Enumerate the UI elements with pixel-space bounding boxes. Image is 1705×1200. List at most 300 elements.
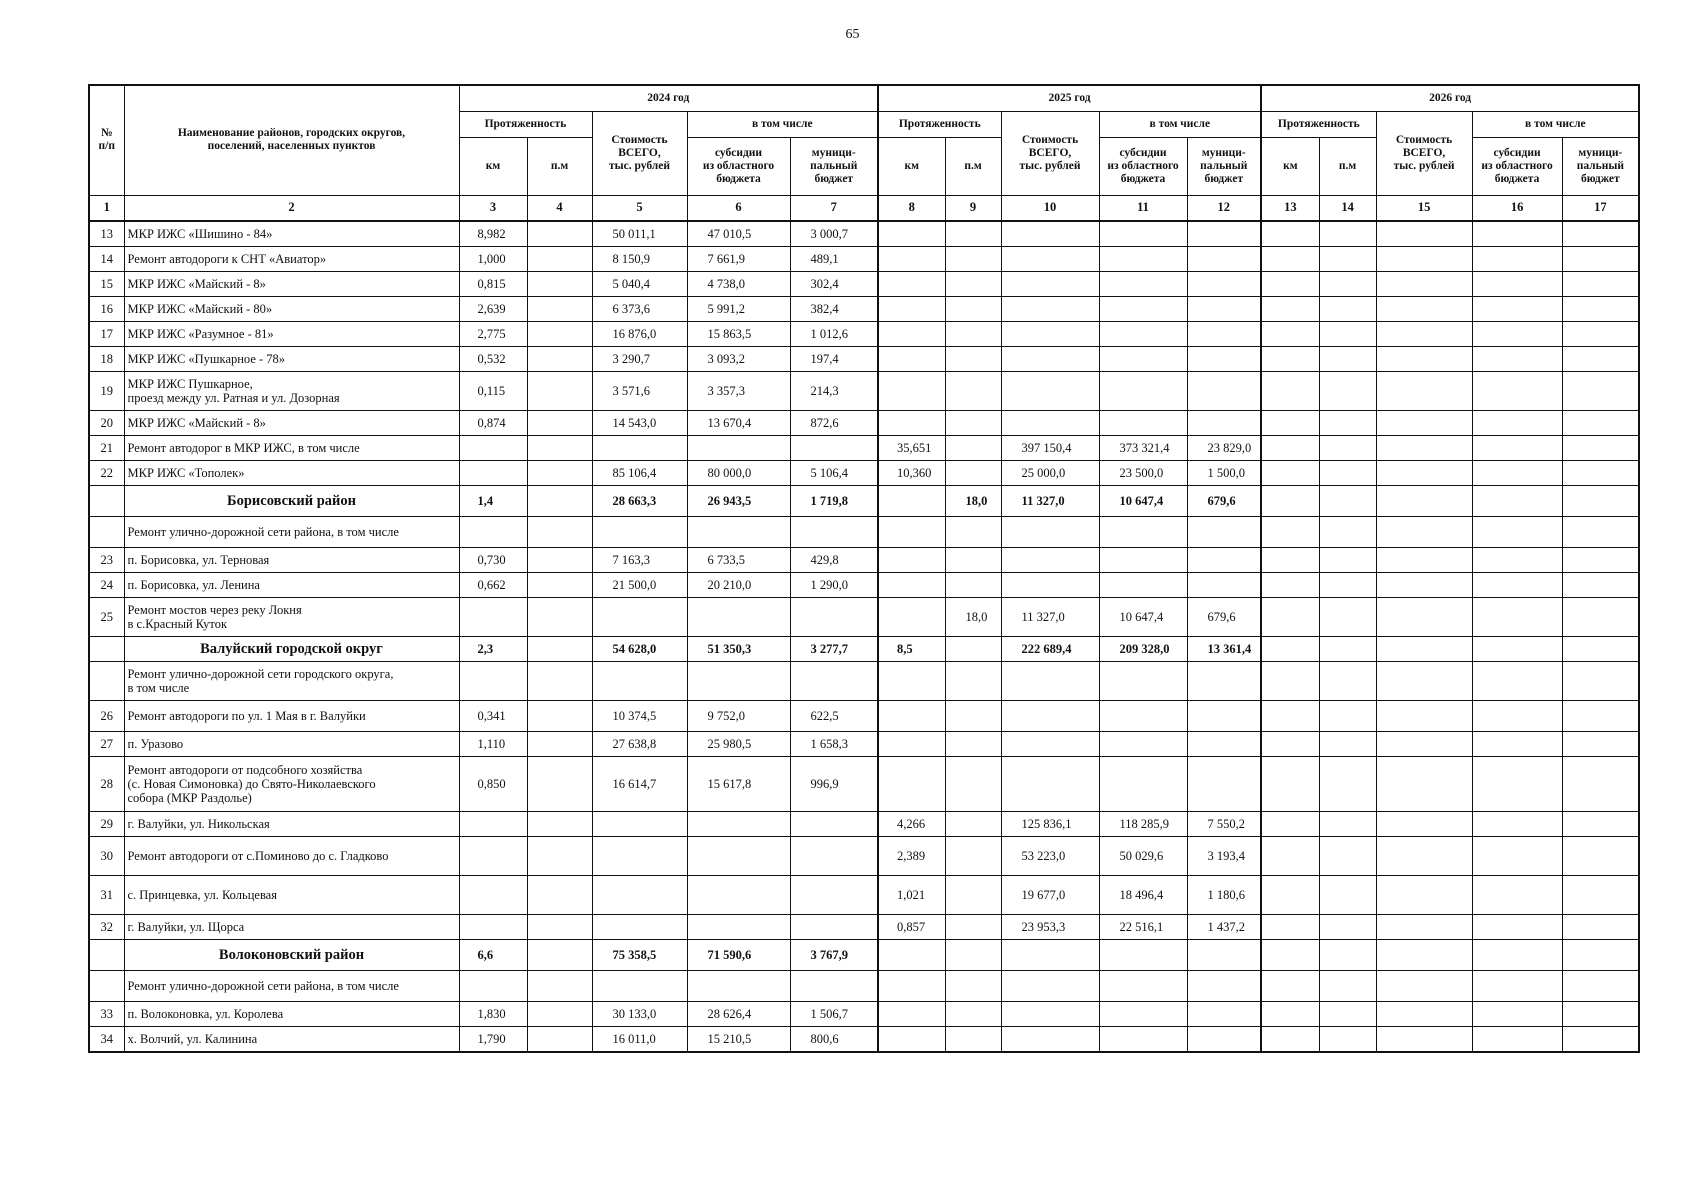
table-row (89, 700, 1639, 731)
cell-col-3: 1,000 (459, 246, 527, 271)
cell-col-3: 2,775 (459, 321, 527, 346)
cell-col-4 (527, 371, 592, 410)
cell-col-7 (790, 875, 878, 914)
cell-col-13 (1261, 1001, 1319, 1026)
column-number: 7 (790, 195, 878, 221)
cell-col-17 (1562, 939, 1639, 970)
row-name: МКР ИЖС «Майский - 80» (124, 296, 459, 321)
column-number: 16 (1472, 195, 1562, 221)
cell-col-6: 4 738,0 (687, 271, 790, 296)
cell-col-12 (1187, 939, 1261, 970)
header-year-2024: 2024 год (459, 85, 878, 111)
table-row (89, 875, 1639, 914)
cell-col-15 (1376, 875, 1472, 914)
cell-col-17 (1562, 636, 1639, 661)
cell-col-10: 25 000,0 (1001, 460, 1099, 485)
cell-col-16 (1472, 1026, 1562, 1052)
cell-col-6: 15 210,5 (687, 1026, 790, 1052)
cell-col-3: 1,790 (459, 1026, 527, 1052)
cell-col-11: 50 029,6 (1099, 836, 1187, 875)
cell-col-11 (1099, 700, 1187, 731)
cell-col-14 (1319, 572, 1376, 597)
cell-col-10: 53 223,0 (1001, 836, 1099, 875)
cell-col-12 (1187, 756, 1261, 811)
cell-col-15 (1376, 547, 1472, 572)
cell-col-11 (1099, 970, 1187, 1001)
cell-col-12 (1187, 371, 1261, 410)
cell-col-7: 382,4 (790, 296, 878, 321)
cell-col-6 (687, 516, 790, 547)
cell-col-7: 3 277,7 (790, 636, 878, 661)
cell-col-8: 10,360 (878, 460, 945, 485)
cell-col-13 (1261, 246, 1319, 271)
cell-col-14 (1319, 1001, 1376, 1026)
cell-col-4 (527, 246, 592, 271)
cell-col-12: 679,6 (1187, 485, 1261, 516)
table-row (89, 914, 1639, 939)
cell-col-13 (1261, 460, 1319, 485)
cell-col-17 (1562, 836, 1639, 875)
cell-col-13 (1261, 271, 1319, 296)
cell-col-17 (1562, 970, 1639, 1001)
cell-col-15 (1376, 296, 1472, 321)
cell-col-4 (527, 321, 592, 346)
cell-col-3 (459, 914, 527, 939)
cell-col-9 (945, 435, 1001, 460)
cell-col-13 (1261, 661, 1319, 700)
cell-col-15 (1376, 811, 1472, 836)
cell-col-12 (1187, 1026, 1261, 1052)
cell-col-6: 80 000,0 (687, 460, 790, 485)
table-row (89, 731, 1639, 756)
cell-col-8 (878, 939, 945, 970)
cell-col-14 (1319, 485, 1376, 516)
table-row (89, 296, 1639, 321)
cell-col-17 (1562, 485, 1639, 516)
cell-col-9 (945, 572, 1001, 597)
cell-col-5 (592, 597, 687, 636)
cell-col-4 (527, 460, 592, 485)
cell-col-9 (945, 636, 1001, 661)
cell-col-15 (1376, 435, 1472, 460)
cell-col-5 (592, 836, 687, 875)
header-length-2024: Протяженность (459, 111, 592, 137)
row-name: МКР ИЖС «Разумное - 81» (124, 321, 459, 346)
cell-col-11 (1099, 516, 1187, 547)
table-row (89, 970, 1639, 1001)
cell-col-10: 23 953,3 (1001, 914, 1099, 939)
cell-col-15 (1376, 516, 1472, 547)
cell-col-11: 18 496,4 (1099, 875, 1187, 914)
cell-col-13 (1261, 410, 1319, 435)
cell-col-14 (1319, 914, 1376, 939)
road-repair-table (88, 84, 1640, 1053)
cell-col-13 (1261, 221, 1319, 247)
row-number (89, 661, 124, 700)
cell-col-6: 6 733,5 (687, 547, 790, 572)
cell-col-14 (1319, 597, 1376, 636)
cell-col-11 (1099, 1001, 1187, 1026)
cell-col-8 (878, 485, 945, 516)
cell-col-8 (878, 221, 945, 247)
row-name: МКР ИЖС «Шишино - 84» (124, 221, 459, 247)
cell-col-15 (1376, 661, 1472, 700)
cell-col-5: 85 106,4 (592, 460, 687, 485)
cell-col-12 (1187, 296, 1261, 321)
cell-col-11 (1099, 572, 1187, 597)
cell-col-4 (527, 636, 592, 661)
cell-col-12 (1187, 321, 1261, 346)
cell-col-14 (1319, 661, 1376, 700)
cell-col-15 (1376, 246, 1472, 271)
header-subsidy-2024: субсидии из областного бюджета (687, 137, 790, 195)
cell-col-13 (1261, 597, 1319, 636)
cell-col-16 (1472, 516, 1562, 547)
cell-col-13 (1261, 346, 1319, 371)
table-row (89, 572, 1639, 597)
cell-col-17 (1562, 1026, 1639, 1052)
cell-col-3: 0,815 (459, 271, 527, 296)
row-name: Волоконовский район (124, 939, 459, 970)
table-header (89, 85, 1639, 221)
cell-col-7: 3 000,7 (790, 221, 878, 247)
cell-col-4 (527, 700, 592, 731)
header-year-2025: 2025 год (878, 85, 1261, 111)
cell-col-6: 7 661,9 (687, 246, 790, 271)
cell-col-14 (1319, 636, 1376, 661)
cell-col-16 (1472, 914, 1562, 939)
row-number (89, 939, 124, 970)
cell-col-3: 0,115 (459, 371, 527, 410)
cell-col-7 (790, 516, 878, 547)
row-number: 19 (89, 371, 124, 410)
cell-col-15 (1376, 271, 1472, 296)
cell-col-8 (878, 346, 945, 371)
cell-col-16 (1472, 485, 1562, 516)
column-number: 13 (1261, 195, 1319, 221)
cell-col-4 (527, 1001, 592, 1026)
cell-col-9 (945, 221, 1001, 247)
cell-col-4 (527, 435, 592, 460)
cell-col-3 (459, 836, 527, 875)
row-number: 27 (89, 731, 124, 756)
cell-col-9: 18,0 (945, 597, 1001, 636)
row-name: МКР ИЖС «Тополек» (124, 460, 459, 485)
header-num: № п/п (89, 85, 124, 195)
cell-col-8 (878, 410, 945, 435)
cell-col-12: 1 500,0 (1187, 460, 1261, 485)
cell-col-7: 3 767,9 (790, 939, 878, 970)
cell-col-12 (1187, 271, 1261, 296)
cell-col-12 (1187, 572, 1261, 597)
cell-col-7: 214,3 (790, 371, 878, 410)
cell-col-11 (1099, 246, 1187, 271)
cell-col-6: 3 357,3 (687, 371, 790, 410)
cell-col-7: 1 290,0 (790, 572, 878, 597)
cell-col-12 (1187, 700, 1261, 731)
cell-col-14 (1319, 516, 1376, 547)
cell-col-10 (1001, 271, 1099, 296)
cell-col-14 (1319, 700, 1376, 731)
cell-col-15 (1376, 914, 1472, 939)
table-row (89, 547, 1639, 572)
cell-col-16 (1472, 756, 1562, 811)
cell-col-12 (1187, 246, 1261, 271)
cell-col-12 (1187, 731, 1261, 756)
cell-col-8 (878, 246, 945, 271)
cell-col-17 (1562, 700, 1639, 731)
cell-col-6: 13 670,4 (687, 410, 790, 435)
cell-col-15 (1376, 939, 1472, 970)
cell-col-3: 2,3 (459, 636, 527, 661)
header-municipal-2025: муници- пальный бюджет (1187, 137, 1261, 195)
cell-col-7: 429,8 (790, 547, 878, 572)
row-number: 33 (89, 1001, 124, 1026)
header-municipal-2024: муници- пальный бюджет (790, 137, 878, 195)
cell-col-16 (1472, 572, 1562, 597)
cell-col-5: 16 011,0 (592, 1026, 687, 1052)
cell-col-16 (1472, 271, 1562, 296)
row-number: 25 (89, 597, 124, 636)
cell-col-15 (1376, 731, 1472, 756)
cell-col-8 (878, 661, 945, 700)
header-name: Наименование районов, городских округов, поселений, населенных пунктов (124, 85, 459, 195)
row-number: 32 (89, 914, 124, 939)
row-name: Борисовский район (124, 485, 459, 516)
district-row (89, 485, 1639, 516)
cell-col-16 (1472, 939, 1562, 970)
cell-col-9 (945, 516, 1001, 547)
cell-col-15 (1376, 1001, 1472, 1026)
cell-col-4 (527, 572, 592, 597)
row-name: х. Волчий, ул. Калинина (124, 1026, 459, 1052)
cell-col-9 (945, 756, 1001, 811)
cell-col-17 (1562, 756, 1639, 811)
cell-col-6 (687, 875, 790, 914)
cell-col-3: 6,6 (459, 939, 527, 970)
cell-col-11: 10 647,4 (1099, 597, 1187, 636)
cell-col-11 (1099, 321, 1187, 346)
cell-col-15 (1376, 321, 1472, 346)
cell-col-6 (687, 914, 790, 939)
row-number: 24 (89, 572, 124, 597)
cell-col-4 (527, 296, 592, 321)
cell-col-14 (1319, 875, 1376, 914)
row-number: 20 (89, 410, 124, 435)
table-row (89, 246, 1639, 271)
header-municipal-2026: муници- пальный бюджет (1562, 137, 1639, 195)
header-length-2025: Протяженность (878, 111, 1001, 137)
cell-col-3 (459, 811, 527, 836)
cell-col-12: 1 180,6 (1187, 875, 1261, 914)
cell-col-6: 15 863,5 (687, 321, 790, 346)
row-number: 31 (89, 875, 124, 914)
row-name: п. Борисовка, ул. Ленина (124, 572, 459, 597)
column-number: 8 (878, 195, 945, 221)
row-number: 21 (89, 435, 124, 460)
row-number: 17 (89, 321, 124, 346)
table-row (89, 1001, 1639, 1026)
cell-col-14 (1319, 811, 1376, 836)
cell-col-8 (878, 1026, 945, 1052)
row-number (89, 516, 124, 547)
row-name: МКР ИЖС «Майский - 8» (124, 271, 459, 296)
cell-col-14 (1319, 296, 1376, 321)
cell-col-4 (527, 811, 592, 836)
cell-col-3: 1,4 (459, 485, 527, 516)
cell-col-14 (1319, 836, 1376, 875)
row-name: Ремонт улично-дорожной сети городского округа, в том числе (124, 661, 459, 700)
cell-col-16 (1472, 296, 1562, 321)
cell-col-10 (1001, 731, 1099, 756)
cell-col-9 (945, 321, 1001, 346)
cell-col-3: 1,110 (459, 731, 527, 756)
cell-col-11: 10 647,4 (1099, 485, 1187, 516)
cell-col-7: 1 719,8 (790, 485, 878, 516)
cell-col-16 (1472, 346, 1562, 371)
cell-col-6: 47 010,5 (687, 221, 790, 247)
cell-col-16 (1472, 700, 1562, 731)
table-row (89, 661, 1639, 700)
cell-col-15 (1376, 1026, 1472, 1052)
row-name: г. Валуйки, ул. Никольская (124, 811, 459, 836)
cell-col-15 (1376, 371, 1472, 410)
cell-col-12: 1 437,2 (1187, 914, 1261, 939)
cell-col-16 (1472, 221, 1562, 247)
header-km-2025: км (878, 137, 945, 195)
cell-col-6 (687, 661, 790, 700)
cell-col-8: 2,389 (878, 836, 945, 875)
cell-col-13 (1261, 296, 1319, 321)
cell-col-17 (1562, 1001, 1639, 1026)
cell-col-13 (1261, 970, 1319, 1001)
cell-col-14 (1319, 731, 1376, 756)
table-row (89, 597, 1639, 636)
cell-col-13 (1261, 756, 1319, 811)
cell-col-4 (527, 731, 592, 756)
cell-col-16 (1472, 836, 1562, 875)
cell-col-17 (1562, 221, 1639, 247)
cell-col-12: 679,6 (1187, 597, 1261, 636)
cell-col-13 (1261, 836, 1319, 875)
row-number (89, 636, 124, 661)
cell-col-12: 23 829,0 (1187, 435, 1261, 460)
cell-col-13 (1261, 547, 1319, 572)
cell-col-9 (945, 547, 1001, 572)
cell-col-6: 28 626,4 (687, 1001, 790, 1026)
cell-col-5: 54 628,0 (592, 636, 687, 661)
cell-col-15 (1376, 460, 1472, 485)
cell-col-11 (1099, 271, 1187, 296)
cell-col-15 (1376, 700, 1472, 731)
row-number: 16 (89, 296, 124, 321)
cell-col-4 (527, 661, 592, 700)
cell-col-7: 5 106,4 (790, 460, 878, 485)
cell-col-15 (1376, 756, 1472, 811)
cell-col-14 (1319, 460, 1376, 485)
cell-col-17 (1562, 371, 1639, 410)
cell-col-5: 5 040,4 (592, 271, 687, 296)
cell-col-9 (945, 731, 1001, 756)
cell-col-16 (1472, 970, 1562, 1001)
cell-col-8 (878, 516, 945, 547)
cell-col-12 (1187, 970, 1261, 1001)
column-number: 5 (592, 195, 687, 221)
cell-col-13 (1261, 875, 1319, 914)
cell-col-8: 0,857 (878, 914, 945, 939)
cell-col-12 (1187, 221, 1261, 247)
cell-col-4 (527, 547, 592, 572)
cell-col-7 (790, 836, 878, 875)
cell-col-17 (1562, 410, 1639, 435)
cell-col-16 (1472, 321, 1562, 346)
cell-col-12 (1187, 410, 1261, 435)
cell-col-3: 2,639 (459, 296, 527, 321)
cell-col-9 (945, 700, 1001, 731)
cell-col-8 (878, 756, 945, 811)
cell-col-16 (1472, 435, 1562, 460)
table-row (89, 460, 1639, 485)
cell-col-8 (878, 572, 945, 597)
table-row (89, 756, 1639, 811)
cell-col-7: 622,5 (790, 700, 878, 731)
cell-col-8 (878, 970, 945, 1001)
cell-col-17 (1562, 516, 1639, 547)
cell-col-12: 13 361,4 (1187, 636, 1261, 661)
row-number: 23 (89, 547, 124, 572)
cell-col-14 (1319, 321, 1376, 346)
cell-col-10 (1001, 410, 1099, 435)
cell-col-4 (527, 756, 592, 811)
cell-col-14 (1319, 756, 1376, 811)
cell-col-17 (1562, 811, 1639, 836)
cell-col-4 (527, 346, 592, 371)
cell-col-5 (592, 875, 687, 914)
cell-col-10 (1001, 516, 1099, 547)
header-km-2026: км (1261, 137, 1319, 195)
header-cost-2024: Стоимость ВСЕГО, тыс. рублей (592, 111, 687, 195)
cell-col-10: 11 327,0 (1001, 485, 1099, 516)
row-number: 30 (89, 836, 124, 875)
cell-col-11 (1099, 371, 1187, 410)
cell-col-4 (527, 516, 592, 547)
row-name: Валуйский городской округ (124, 636, 459, 661)
cell-col-11: 22 516,1 (1099, 914, 1187, 939)
cell-col-6: 5 991,2 (687, 296, 790, 321)
table-row (89, 410, 1639, 435)
cell-col-4 (527, 836, 592, 875)
cell-col-13 (1261, 435, 1319, 460)
row-name: п. Уразово (124, 731, 459, 756)
cell-col-14 (1319, 547, 1376, 572)
cell-col-11 (1099, 296, 1187, 321)
cell-col-9 (945, 246, 1001, 271)
cell-col-8: 35,651 (878, 435, 945, 460)
cell-col-14 (1319, 1026, 1376, 1052)
cell-col-17 (1562, 296, 1639, 321)
row-name: Ремонт автодороги от с.Поминово до с. Гладково (124, 836, 459, 875)
cell-col-11 (1099, 221, 1187, 247)
cell-col-15 (1376, 346, 1472, 371)
cell-col-10: 125 836,1 (1001, 811, 1099, 836)
cell-col-17 (1562, 271, 1639, 296)
cell-col-17 (1562, 572, 1639, 597)
cell-col-14 (1319, 371, 1376, 410)
column-number: 12 (1187, 195, 1261, 221)
cell-col-14 (1319, 271, 1376, 296)
cell-col-10 (1001, 939, 1099, 970)
cell-col-5 (592, 811, 687, 836)
